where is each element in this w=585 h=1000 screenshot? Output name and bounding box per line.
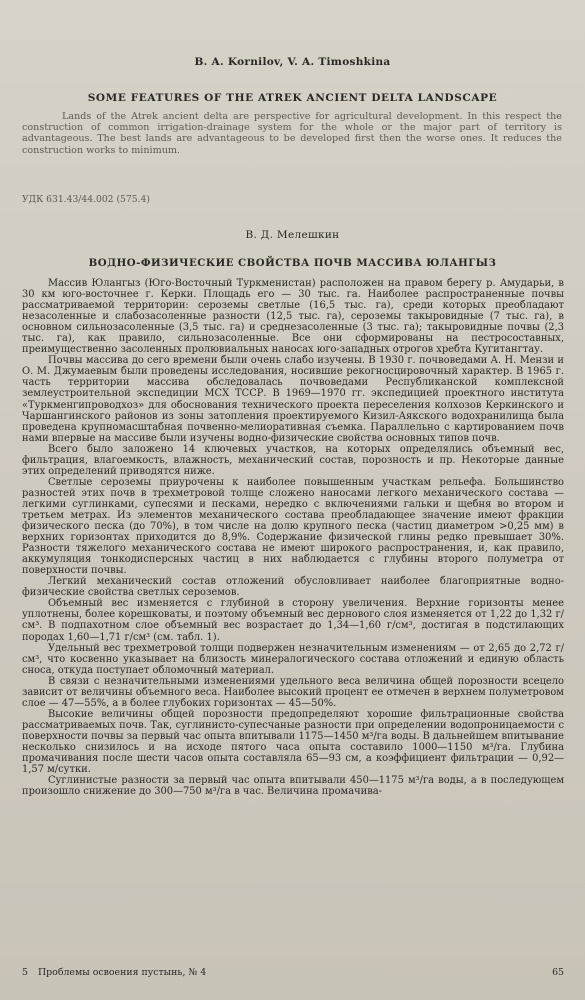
body-paragraph: Почвы массива до сего времени были очень слабо изучены. В 1930 г. почвоведами А. Н. Мензи и О. М. Джумаевым были проведены исследования, носившие рекогносцировочный характер. В 1965 г. часть территории массива обследовалась почвоведами Республиканской комплексной землеустроительной экспедиции МСХ ТССР. В 1969—1970 гг. экспедицией проектного института «Туркменгипроводхоз» для обоснования технического проекта переселения колхозов Керкинского и Чаршангинского районов из зоны затопления проектируемого Кизил-Аякского водохранилища была проведена крупномасштабная почвенно-мелиоративная съемка. Параллельно с картированием почв нами впервые на массиве были изучены водно-физические свойства основных типов почв.	[22, 355, 564, 444]
body-paragraph: Всего было заложено 14 ключевых участков, на которых определялись объемный вес, фильтрация, влагоемкость, влажность, механический состав, порозность и пр. Некоторые данные этих определений приводятся ниже.	[22, 443, 564, 477]
journal-name: Проблемы освоения пустынь, № 4	[38, 967, 207, 978]
english-authors: B. A. Kornilov, V. A. Timoshkina	[194, 56, 391, 68]
footer-number: 5	[22, 967, 28, 978]
body-paragraph: Массив Юлангыз (Юго-Восточный Туркменистан) расположен на правом берегу р. Амударьи, в 30 км юго-восточнее г. Керки. Площадь его — 30 тыс. га. Наиболее распространенные почвы рассматриваемой территории: сероземы светлые (16,5 тыс. га), среди которых преобладают незасоленные и слабозасоленные разности (12,5 тыс. га), сероземы такыровидные (7 тыс. га), в основном сильнозасоленные (3,5 тыс. га) и среднезасоленные (3 тыс. га); такыровидные почвы (2,3 тыс. га), как правило, сильнозасоленные. Все они сформированы на пестросоставных, преимущественно засоленных пролювиальных наносах юго-западных отрогов хребта Кугитангтау.	[22, 278, 564, 356]
page-footer	[22, 967, 564, 981]
english-abstract: Lands of the Atrek ancient delta are perspective for agricultural development. In this respect the construction of common irrigation-drainage system for the whole or the major part of territory is advantageous. The best lands are advantageous to be developed first then the worse ones. It reduces the construction works to minimum.	[22, 111, 562, 156]
page-number: 65	[552, 967, 564, 978]
body-paragraph: Суглинистые разности за первый час опыта впитывали 450—1175 м³/га воды, а в последующем произошло снижение до 300—750 м³/га в час. Величина промачива-	[22, 775, 564, 798]
body-paragraph: Объемный вес изменяется с глубиной в сторону увеличения. Верхние горизонты менее уплотнены, более корешковаты, и поэтому объемный вес дернового слоя изменяется от 1,22 до 1,32 г/см³. В подпахотном слое объемный вес возрастает до 1,34—1,60 г/см³, достигая в подстилающих породах 1,60—1,71 г/см³ (см. табл. 1).	[22, 598, 564, 643]
body-paragraph: Высокие величины общей порозности предопределяют хорошие фильтрационные свойства рассматриваемых почв. Так, суглинисто-супесчаные разности при определении водопроницаемости с поверхности почвы за первый час опыта впитывали 1175—1450 м³/га воды. В дальнейшем впитывание несколько снизилось и на исходе пятого часа опыта составило 1000—1150 м³/га. Глубина промачивания после шести часов опыта составляла 65—93 см, а коэффициент фильтрации — 0,92—1,57 м/сутки.	[22, 708, 564, 776]
udk-code: УДК 631.43/44.002 (575.4)	[22, 194, 150, 205]
body-paragraph: Легкий механический состав отложений обусловливает наиболее благоприятные водно-физические свойства светлых сероземов.	[22, 576, 564, 599]
body-paragraph: Удельный вес трехметровой толщи подвержен незначительным изменениям — от 2,65 до 2,72 г/см³, что косвенно указывает на близость минералогического состава отложений и единую область сноса, откуда поступает обломочный материал.	[22, 642, 564, 676]
english-title: SOME FEATURES OF THE ATREK ANCIENT DELTA LANDSCAPE	[87, 92, 498, 104]
article-body	[22, 278, 564, 797]
article-title: ВОДНО-ФИЗИЧЕСКИЕ СВОЙСТВА ПОЧВ МАССИВА ЮЛАНГЫЗ	[88, 257, 497, 269]
article-author: В. Д. Мелешкин	[245, 229, 340, 241]
body-paragraph: Светлые сероземы приурочены к наиболее повышенным участкам рельефа. Большинство разностей этих почв в трехметровой толще сложено наносами легкого механического состава — легкими суглинками, супесями и песками, нередко с включениями гальки и щебня во втором и третьем метрах. Из элементов механического состава преобладающее значение имеют фракции физического песка (до 70%), в том числе на долю крупного песка (частиц диаметром >0,25 мм) в верхних горизонтах приходится до 8,9%. Содержание физической глины редко превышает 30%. Разности тяжелого механического состава не имеют широкого распространения, и, как правило, аккумуляция тонкодисперсных частиц в них наблюдается с глубины второго полуметра от поверхности почвы.	[22, 476, 564, 577]
body-paragraph: В связи с незначительными изменениями удельного веса величина общей порозности всецело зависит от величины объемного веса. Наиболее высокий процент ее отмечен в верхнем полуметровом слое — 47—55%, а в более глубоких горизонтах — 45—50%.	[22, 675, 564, 709]
